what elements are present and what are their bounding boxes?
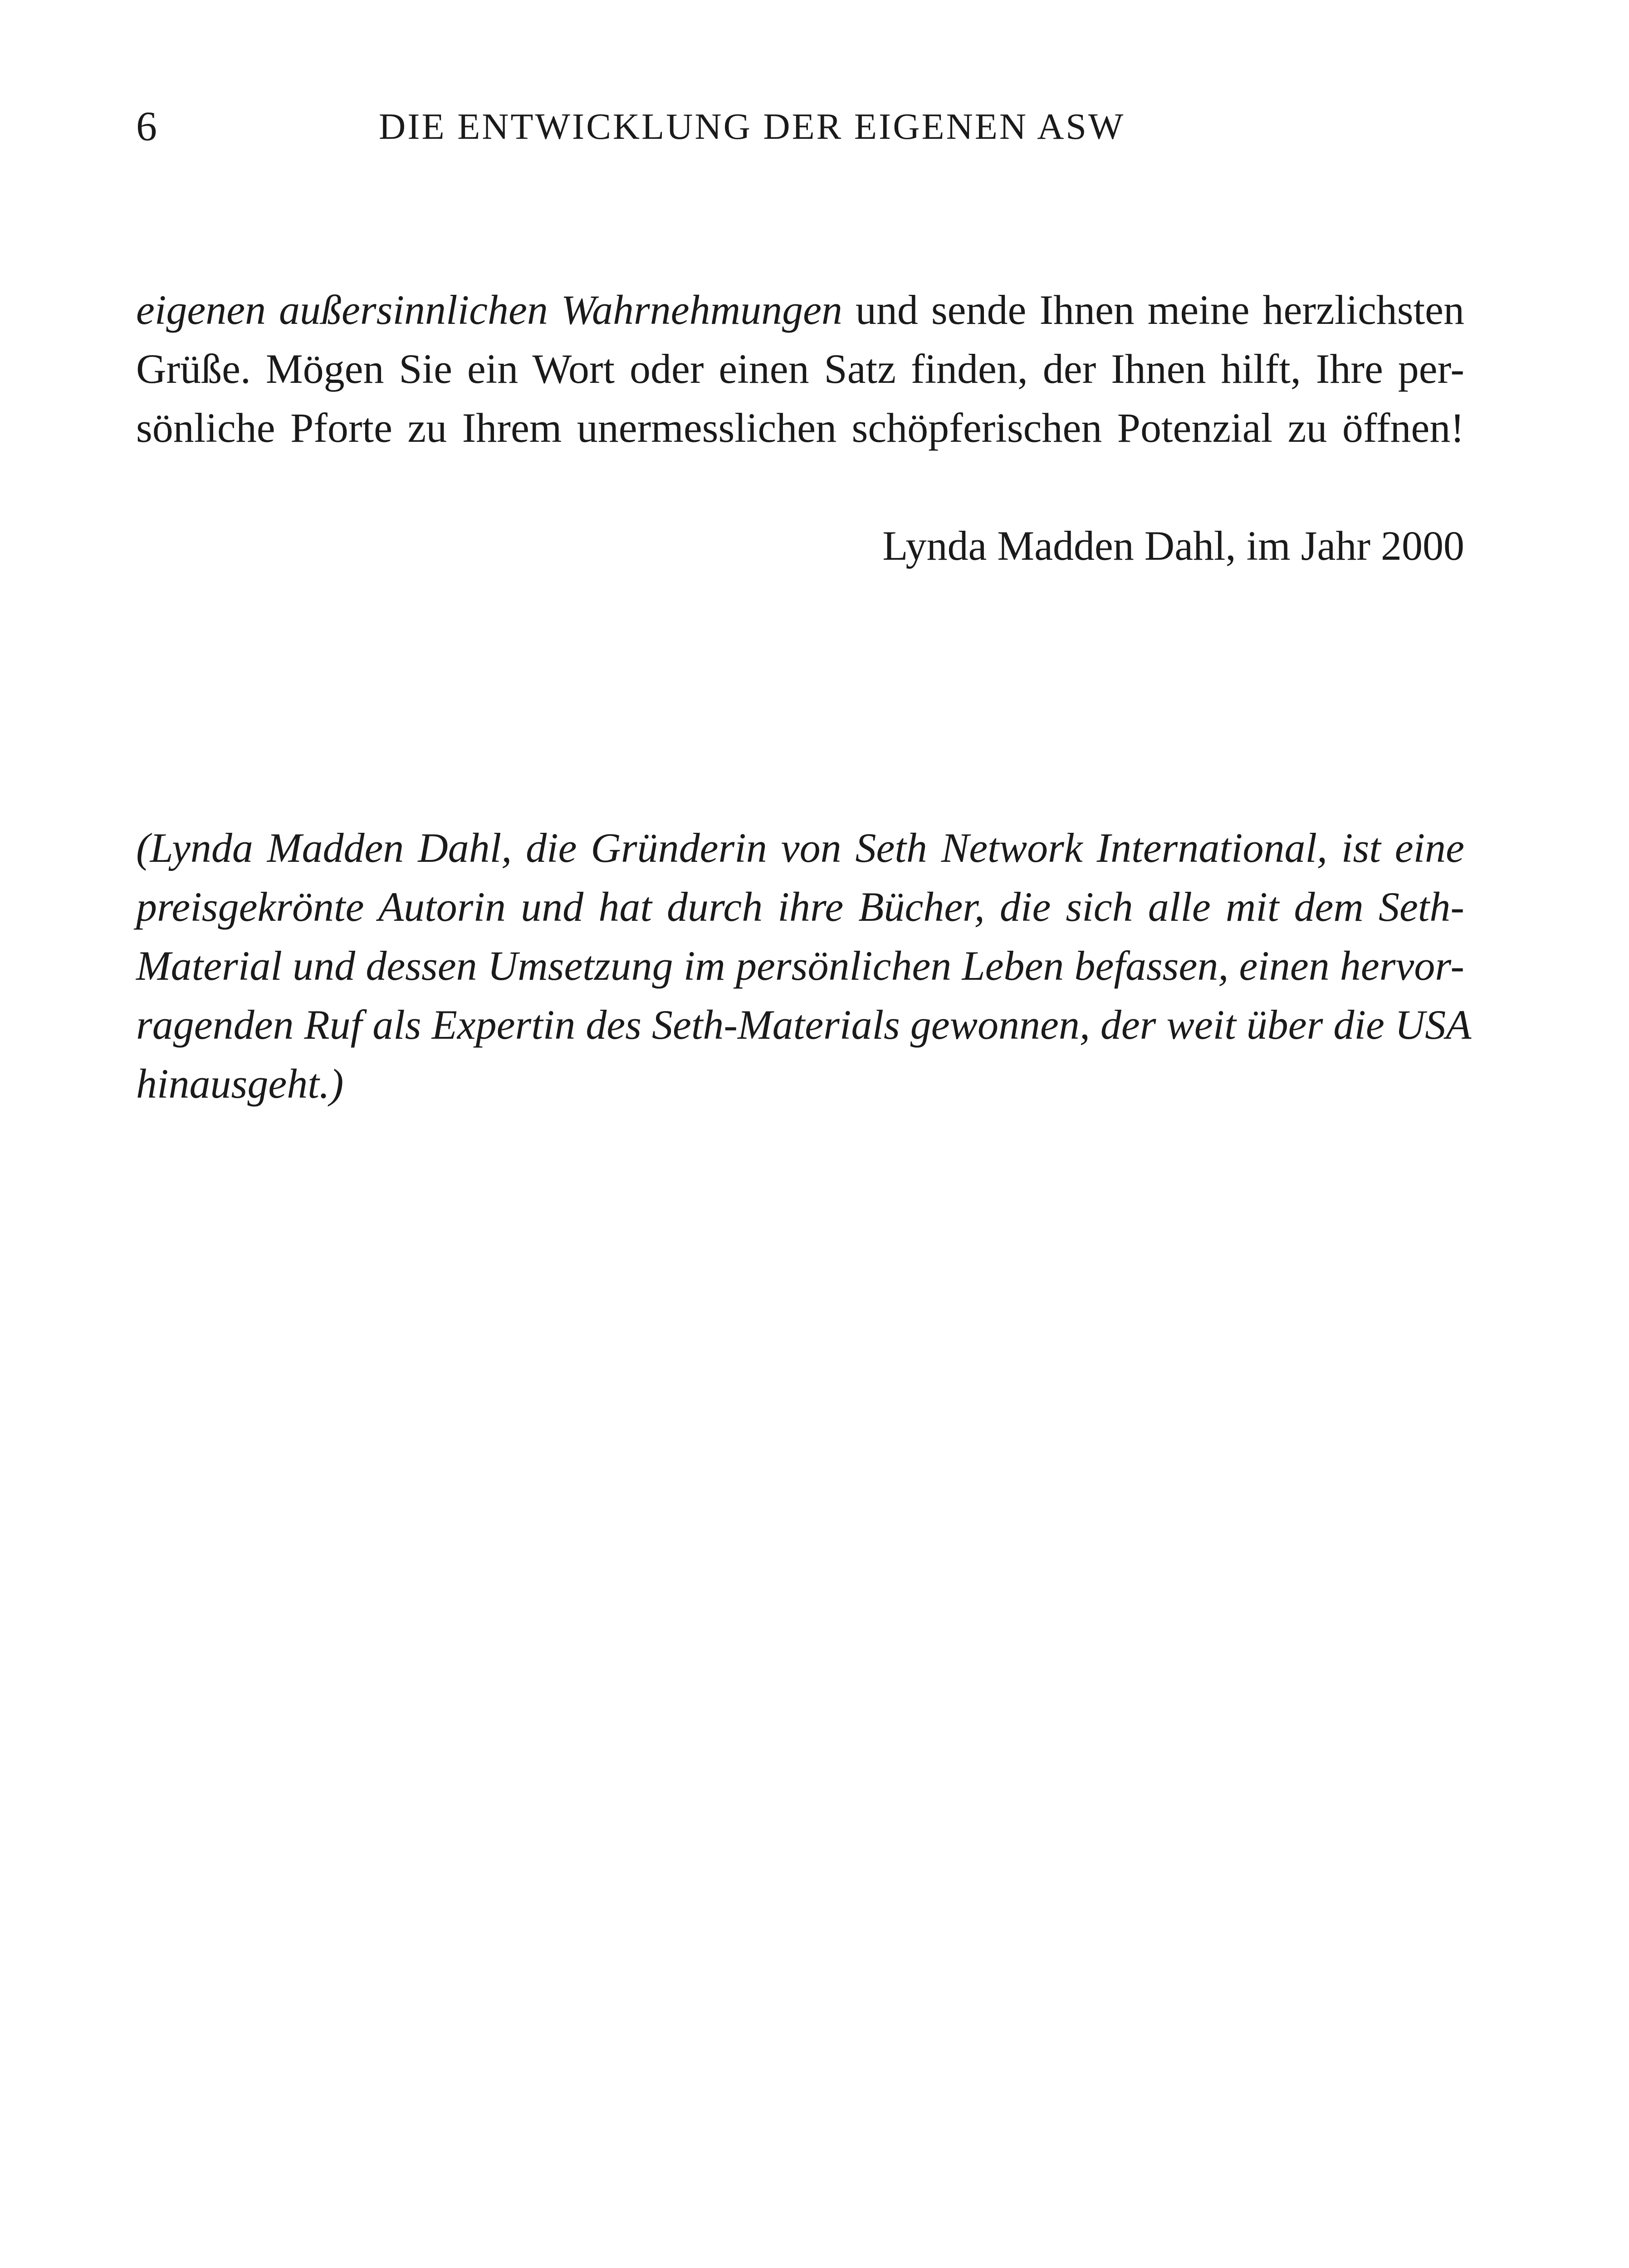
note-line-4: ragenden Ruf als Expertin des Seth-Materials gewonnen, der weit über die USA — [136, 1002, 1472, 1048]
body-line-1 — [136, 285, 1464, 335]
running-head: DIE ENTWICKLUNG DER EIGENEN ASW — [379, 106, 1125, 147]
body-line-1-rest: und sende Ihnen meine herzlichsten — [842, 287, 1465, 333]
page-number: 6 — [136, 103, 157, 149]
note-line-3: Material und dessen Umsetzung im persönlichen Leben befassen, einen hervor- — [136, 943, 1464, 989]
note-line-5: hinausgeht.) — [136, 1061, 344, 1107]
note-line-2: preisgekrönte Autorin und hat durch ihre Bücher, die sich alle mit dem Seth- — [136, 884, 1464, 930]
body-line-1-italic: eigenen außersinnlichen Wahrnehmungen — [136, 287, 842, 333]
note-line-1: (Lynda Madden Dahl, die Gründerin von Seth Network International, ist eine — [136, 825, 1464, 871]
body-line-2: Grüße. Mögen Sie ein Wort oder einen Satz finden, der Ihnen hilft, Ihre per- — [136, 346, 1464, 392]
body-line-3: sönliche Pforte zu Ihrem unermesslichen schöpferischen Potenzial zu öffnen! — [136, 405, 1464, 451]
signature: Lynda Madden Dahl, im Jahr 2000 — [882, 523, 1464, 569]
